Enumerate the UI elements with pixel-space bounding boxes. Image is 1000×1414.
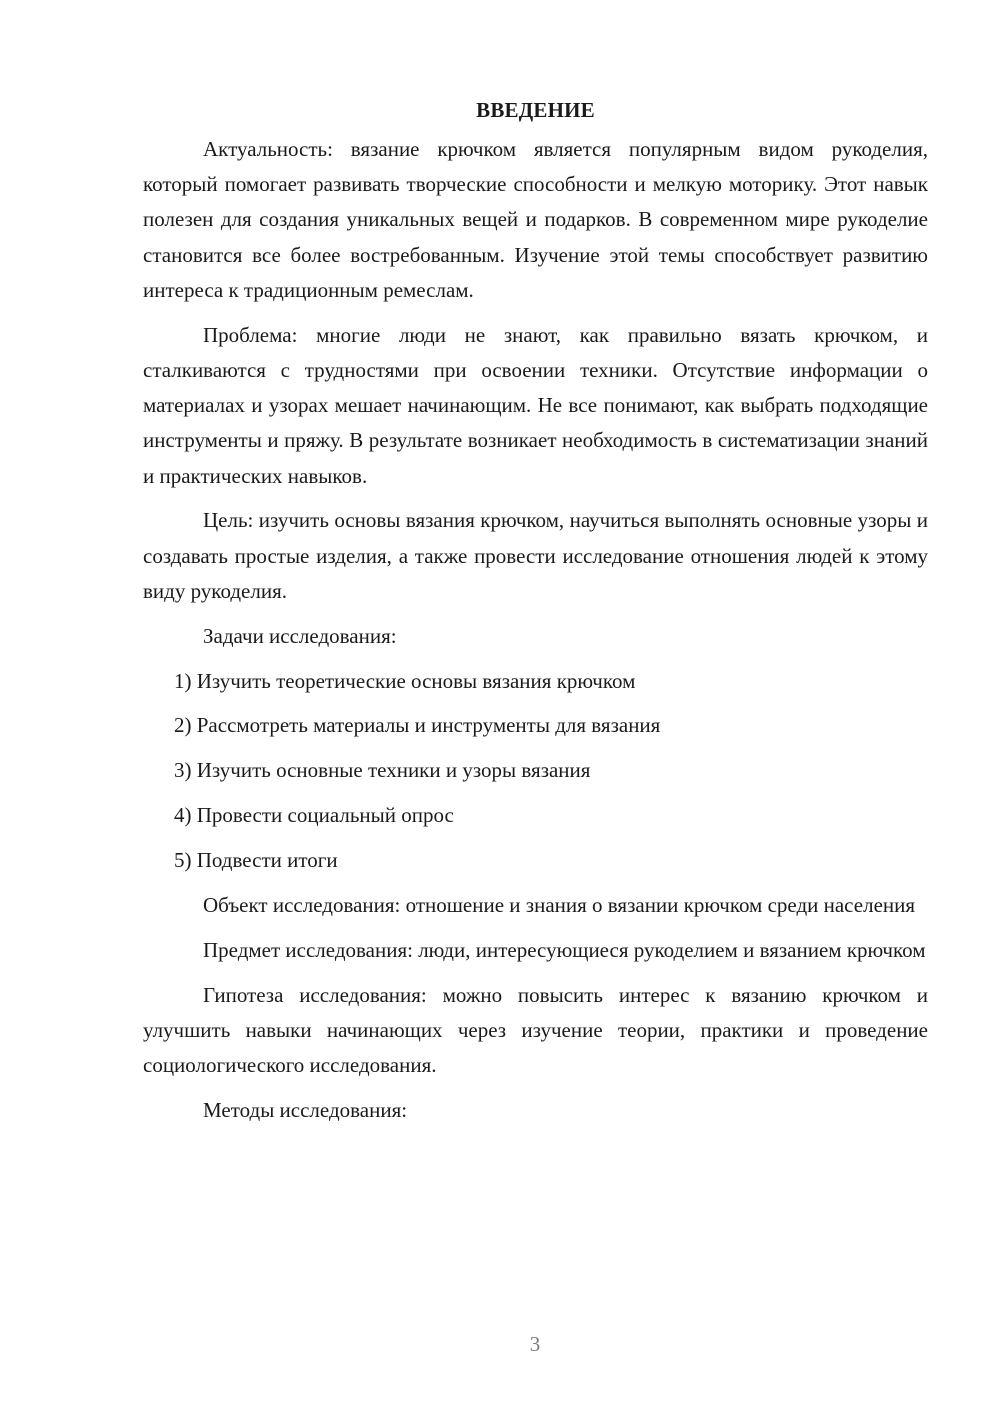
task-item-2: 2) Рассмотреть материалы и инструменты для вязания: [174, 713, 661, 738]
methods-heading: Методы исследования:: [203, 1098, 408, 1123]
document-page: [143, 92, 928, 1138]
problem-paragraph: Проблема: многие люди не знают, как правильно вязать крючком, и сталкиваются с трудностями при освоении техники. Отсутствие информации о материалах и узорах мешает начинающим. Не все понимают, как выбрать подходящие инструменты и пряжу. В результате возникает необходимость в систематизации знаний и практических навыков.: [143, 322, 928, 488]
page-title: ВВЕДЕНИЕ: [476, 98, 595, 122]
hypothesis-paragraph: Гипотеза исследования: можно повысить интерес к вязанию крючком и улучшить навыки начинающих через изучение теории, практики и проведение социологического исследования.: [143, 982, 928, 1078]
goal-paragraph: Цель: изучить основы вязания крючком, научиться выполнять основные узоры и создавать простые изделия, а также провести исследование отношения людей к этому виду рукоделия.: [143, 508, 928, 603]
page-number: 3: [529, 1332, 541, 1356]
task-item-4: 4) Провести социальный опрос: [174, 803, 454, 828]
object-paragraph: Объект исследования: отношение и знания о вязании крючком среди населения: [203, 893, 916, 918]
subject-paragraph: Предмет исследования: люди, интересующиеся рукоделием и вязанием крючком: [203, 937, 926, 962]
task-item-5: 5) Подвести итоги: [174, 848, 338, 873]
relevance-paragraph: Актуальность: вязание крючком является популярным видом рукоделия, который помогает развивать творческие способности и мелкую моторику. Этот навык полезен для создания уникальных вещей и подарков. В современном мире рукоделие становится все более востребованным. Изучение этой темы способствует развитию интереса к традиционным ремеслам.: [143, 137, 928, 302]
task-item-3: 3) Изучить основные техники и узоры вязания: [174, 758, 591, 783]
task-item-1: 1) Изучить теоретические основы вязания крючком: [174, 668, 636, 693]
tasks-heading: Задачи исследования:: [203, 623, 397, 648]
